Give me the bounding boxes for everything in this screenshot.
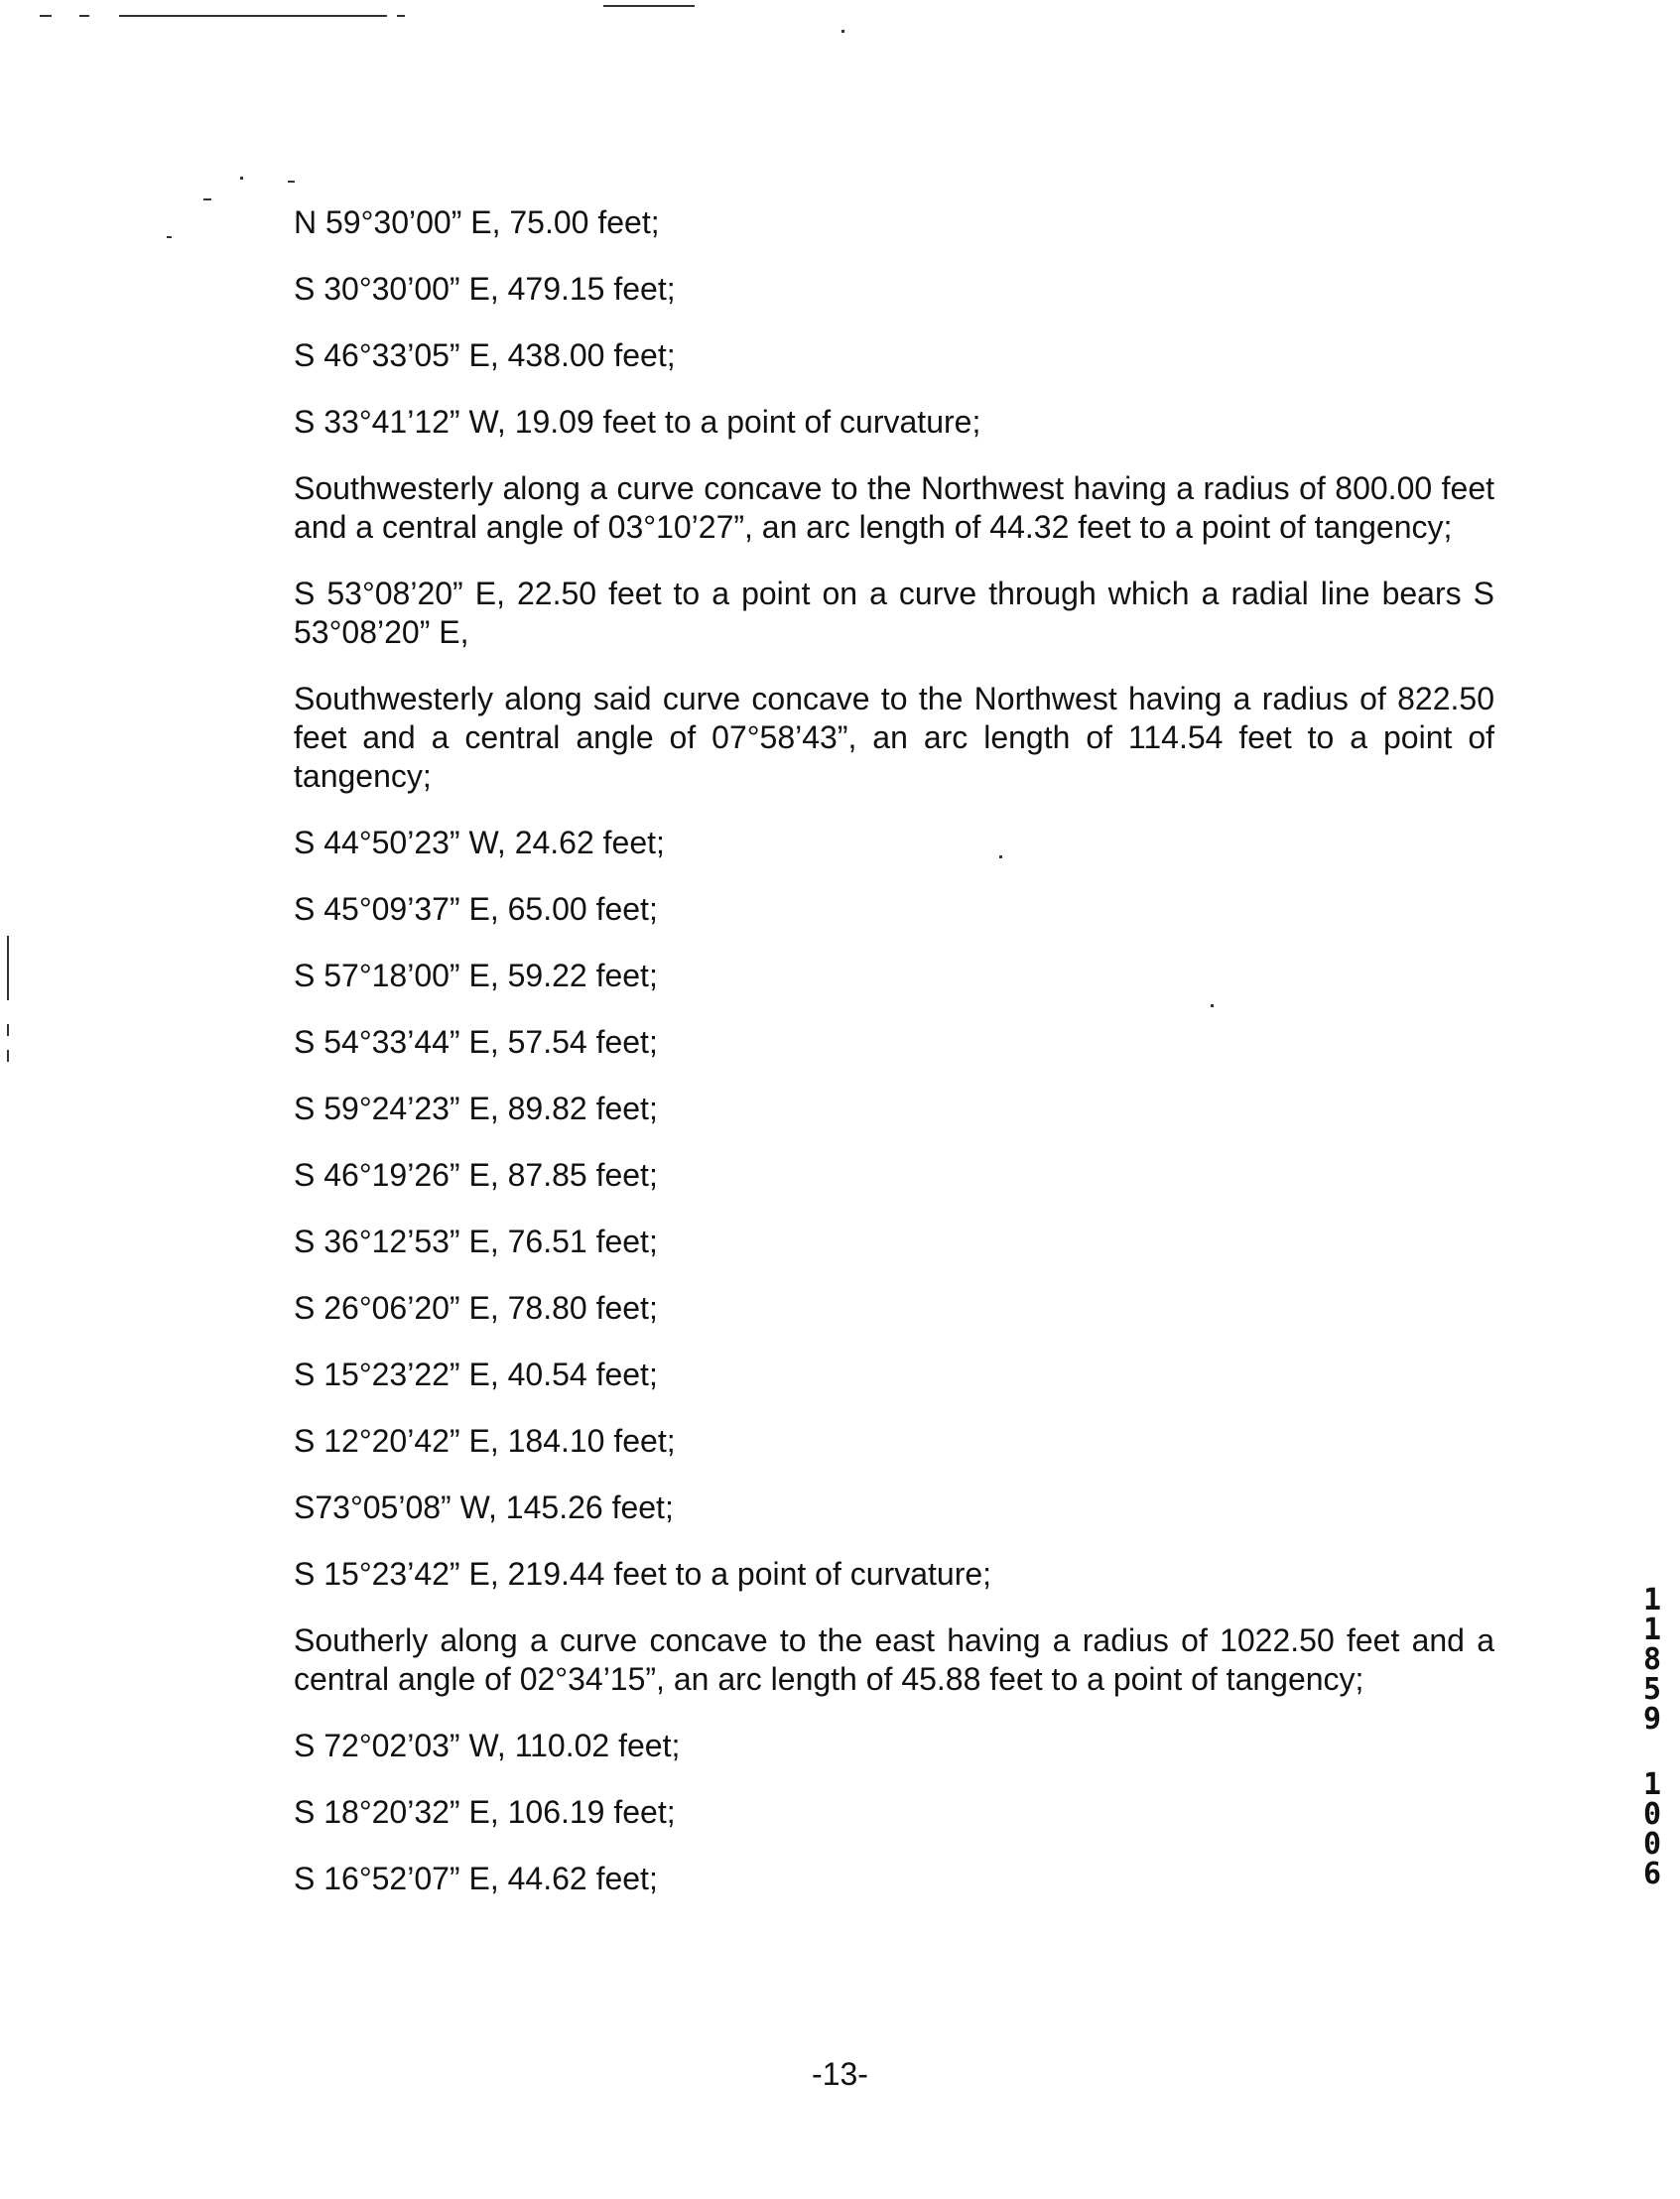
- scan-artifact-top-line-2: [603, 5, 695, 7]
- course-line: N 59°30’00” E, 75.00 feet;: [294, 204, 660, 240]
- curve-description: Southwesterly along said curve concave to the Northwest having a radius of 822.50 feet and a central angle of 07°58’43”, an arc length of 114.54 feet to a point of tangency;: [294, 681, 1494, 794]
- course-line: S73°05’08” W, 145.26 feet;: [294, 1489, 674, 1525]
- scan-artifact-speck-2: [240, 177, 243, 180]
- stamp-digit: 1: [1642, 1583, 1662, 1617]
- course-line: S 16°52’07” E, 44.62 feet;: [294, 1861, 658, 1896]
- course-line: S 18°20’32” E, 106.19 feet;: [294, 1794, 676, 1830]
- recording-stamp: [1637, 1583, 1667, 1891]
- stamp-digit: 1: [1642, 1767, 1662, 1802]
- course-line: S 36°12’53” E, 76.51 feet;: [294, 1224, 658, 1259]
- course-line: S 46°33’05” E, 438.00 feet;: [294, 337, 676, 373]
- curve-description: Southwesterly along a curve concave to the Northwest having a radius of 800.00 feet and a central angle of 03°10’27”, an arc length of 44.32 feet to a point of tangency;: [294, 470, 1494, 545]
- course-line: S 72°02’03” W, 110.02 feet;: [294, 1728, 681, 1763]
- scan-artifact-speck-1: [841, 30, 844, 33]
- course-line: S 53°08’20” E, 22.50 feet to a point on a curve through which a radial line bears S 53°08’20” E,: [294, 576, 1494, 650]
- stamp-digit: 0: [1642, 1827, 1662, 1862]
- scan-artifact-top-dash-2: [79, 15, 89, 17]
- course-line: S 44°50’23” W, 24.62 feet;: [294, 825, 665, 860]
- course-line: S 26°06’20” E, 78.80 feet;: [294, 1290, 658, 1326]
- scan-artifact-speck-5: [167, 236, 172, 238]
- stamp-digit: 9: [1642, 1702, 1662, 1737]
- stamp-digit: 6: [1642, 1857, 1662, 1891]
- course-line: S 12°20’42” E, 184.10 feet;: [294, 1423, 676, 1459]
- stamp-digit: 0: [1642, 1797, 1662, 1832]
- course-line: S 59°24’23” E, 89.82 feet;: [294, 1091, 658, 1126]
- course-line: S 33°41’12” W, 19.09 feet to a point of curvature;: [294, 404, 981, 440]
- scan-artifact-left-bar-2: [7, 1024, 9, 1036]
- curve-description: Southerly along a curve concave to the east having a radius of 1022.50 feet and a central angle of 02°34’15”, an arc length of 45.88 feet to a point of tangency;: [294, 1622, 1494, 1697]
- scan-artifact-top-dash-3: [397, 15, 405, 17]
- course-line: S 57°18’00” E, 59.22 feet;: [294, 958, 658, 993]
- stamp-digit: 5: [1642, 1672, 1662, 1707]
- stamp-digit: 8: [1642, 1642, 1662, 1677]
- scan-artifact-left-bar-1: [7, 936, 9, 1000]
- scan-artifact-speck-3: [288, 181, 295, 183]
- course-line: S 46°19’26” E, 87.85 feet;: [294, 1157, 658, 1193]
- legal-description-body: [294, 203, 1494, 1898]
- scan-artifact-left-bar-3: [7, 1050, 9, 1062]
- course-line: S 45°09’37” E, 65.00 feet;: [294, 891, 658, 927]
- scan-artifact-top-line: [119, 15, 387, 17]
- course-line: S 54°33’44” E, 57.54 feet;: [294, 1024, 658, 1060]
- course-line: S 30°30’00” E, 479.15 feet;: [294, 271, 676, 307]
- page-number: -13-: [812, 2056, 868, 2092]
- scan-artifact-top-dash-1: [40, 15, 52, 17]
- course-line: S 15°23’22” E, 40.54 feet;: [294, 1357, 658, 1392]
- course-line: S 15°23’42” E, 219.44 feet to a point of curvature;: [294, 1556, 992, 1592]
- stamp-digit: 1: [1642, 1613, 1662, 1647]
- scan-artifact-speck-4: [203, 198, 211, 200]
